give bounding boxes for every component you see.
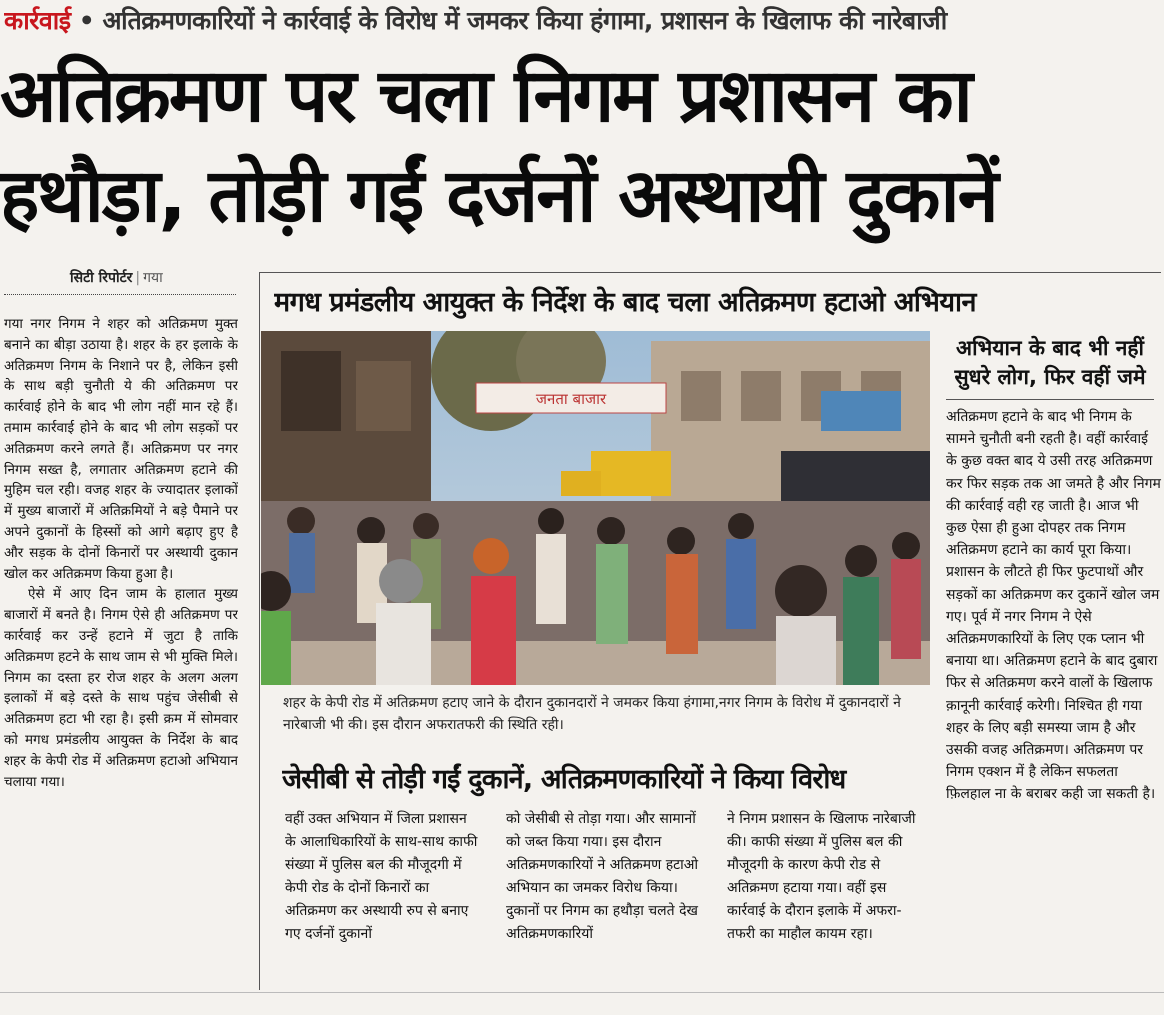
byline-separator: |: [135, 270, 141, 286]
byline-city: गया: [143, 270, 163, 286]
photo-banner-text: जनता बाजार: [535, 390, 607, 408]
byline: [70, 268, 163, 287]
section-2-col1-text: वहीं उक्त अभियान में जिला प्रशासन के आलाधिकारियों के साथ-साथ काफी संख्या में पुलिस बल की मौजूदगी में केपी रोड के दोनों किनारों का अतिक्रमण कर अस्थायी रुप से बनाए गए दर्जनों दुकानों: [285, 811, 478, 942]
horizontal-divider: [259, 272, 1161, 273]
section-2-column-2: [506, 808, 700, 976]
photo-caption: शहर के केपी रोड में अतिक्रमण हटाए जाने के दौरान दुकानदारों ने जमकर किया हंगामा,नगर निगम के विरोध में दुकानदारों ने नारेबाजी भी की। इस दौरान अफरातफरी की स्थिति रही।: [283, 695, 901, 733]
headline-line-2: हथौड़ा, तोड़ी गईं दर्जनों अस्थायी दुकानें: [0, 153, 997, 239]
section-2-col3-text: ने निगम प्रशासन के खिलाफ नारेबाजी की। काफी संख्या में पुलिस बल की मौजूदगी के कारण केपी रोड से अतिक्रमण हटाया गया। वहीं इस कार्रवाई के दौरान इलाके में अफरा-तफरी का माहौल कायम रहा।: [727, 811, 916, 942]
sidebar-body: अतिक्रमण हटाने के बाद भी निगम के सामने चुनौती बनी रहती है। वहीं कार्रवाई के कुछ वक्त बाद ये उसी तरह अतिक्रमण कर फिर सड़क तक आ जमते है और निगम की कार्रवाई वही रह जाती है। आज भी कुछ ऐसा ही हुआ दोपहर तक निगम अतिक्रमण हटाने का कार्य पूरा किया। प्रशासन के लौटते ही फिर फुटपाथों और सड़कों का अतिक्रमण कर दुकानें खोल जम गए। पूर्व में नगर निगम ने ऐसे अतिक्रमणकारियों के लिए एक प्लान भी बनाया था। अतिक्रमण हटाने के बाद दुबारा फिर से अतिक्रमण करने वालों के खिलाफ क़ानूनी कार्रवाई करेगी। निश्चित ही गया शहर के लिए बड़ी समस्या जाम है और उसकी वजह अतिक्रमण। अतिक्रमण पर निगम एक्शन में है लेकिन सफलता फ़िलहाल ना के बराबर कही जा सकती है।: [946, 409, 1161, 803]
headline-line-1: अतिक्रमण पर चला निगम प्रशासन का: [0, 53, 971, 139]
section-2-column-3: [727, 808, 921, 976]
kicker-text: अतिक्रमणकारियों ने कार्रवाई के विरोध में जमकर किया हंगामा, प्रशासन के खिलाफ की नारेबाजी: [102, 6, 947, 35]
section-2-columns: [285, 808, 925, 976]
kicker-label: कार्रवाई: [4, 6, 71, 35]
left-paragraph-1: गया नगर निगम ने शहर को अतिक्रमण मुक्त बनाने का बीड़ा उठाया है। शहर के हर इलाके के अतिक्रमण निगम के निशाने पर है, लेकिन इसी के साथ बड़ी चुनौती ये की अतिक्रमण पर कार्रवाई होने के बाद भी लोग नहीं मान रहे हैं। तमाम कार्रवाई होने के बाद भी लोग सड़कों पर अतिक्रमण करने लगते हैं। अतिक्रमण पर नगर निगम सख्त है, लगातार अतिक्रमण हटाने की मुहिम चल रही। वजह शहर के ज्यादातर इलाकों में मुख्य बाजारों में अतिक्रमियों ने बड़े पैमाने पर अपने दुकानों के हिस्सों को आगे बढ़ाए हुए है और सड़क के दोनों किनारों पर अस्थायी दुकान खोल कर अतिक्रमण किया हुआ है।: [4, 316, 238, 582]
sidebar-article: [946, 406, 1162, 974]
section-2-col2-text: को जेसीबी से तोड़ा गया। और सामानों को जब्त किया गया। इस दौरान अतिक्रमणकारियों ने अतिक्रमण हटाओ अभियान का जमकर विरोध किया। दुकानों पर निगम का हथौड़ा चलते देख अतिक्रमणकारियों: [506, 811, 699, 942]
left-paragraph-2: ऐसे में आए दिन जाम के हालात मुख्य बाजारों में बनते है। निगम ऐसे ही अतिक्रमण पर कार्रवाई कर उन्हें हटाने में जुटा है ताकि अतिक्रमण हटने के साथ जाम से भी मुक्ति मिले। निगम का दस्ता हर रोज शहर के अलग अलग इलाकों में बड़े दस्ते के साथ पहुंच जेसीबी से अतिक्रमण हटा भी रहा है। इसी क्रम में सोमवार को मगध प्रमंडलीय आयुक्त के निर्देश के बाद शहर के केपी रोड में अतिक्रमण हटाओ अभियान चलाया गया।: [4, 586, 238, 790]
left-article-column: [4, 314, 238, 974]
crowd-photo-illustration: [261, 331, 930, 685]
news-photo: [261, 331, 930, 685]
sidebar-title: अभियान के बाद भी नहीं सुधरे लोग, फिर वहीं जमे: [954, 336, 1146, 389]
vertical-divider: [259, 272, 260, 990]
sub-headline: मगध प्रमंडलीय आयुक्त के निर्देश के बाद चला अतिक्रमण हटाओ अभियान: [274, 287, 977, 318]
kicker-bullet: •: [78, 6, 95, 35]
bottom-divider: [0, 992, 1164, 993]
byline-reporter: सिटी रिपोर्टर: [70, 270, 133, 286]
section-2-headline: जेसीबी से तोड़ी गईं दुकानें, अतिक्रमणकारियों ने किया विरोध: [282, 764, 846, 795]
byline-divider: [4, 294, 236, 295]
section-2-column-1: [285, 808, 479, 976]
kicker-line: [4, 2, 1160, 40]
main-headline: [0, 48, 1160, 248]
sidebar-divider: [946, 399, 1154, 400]
